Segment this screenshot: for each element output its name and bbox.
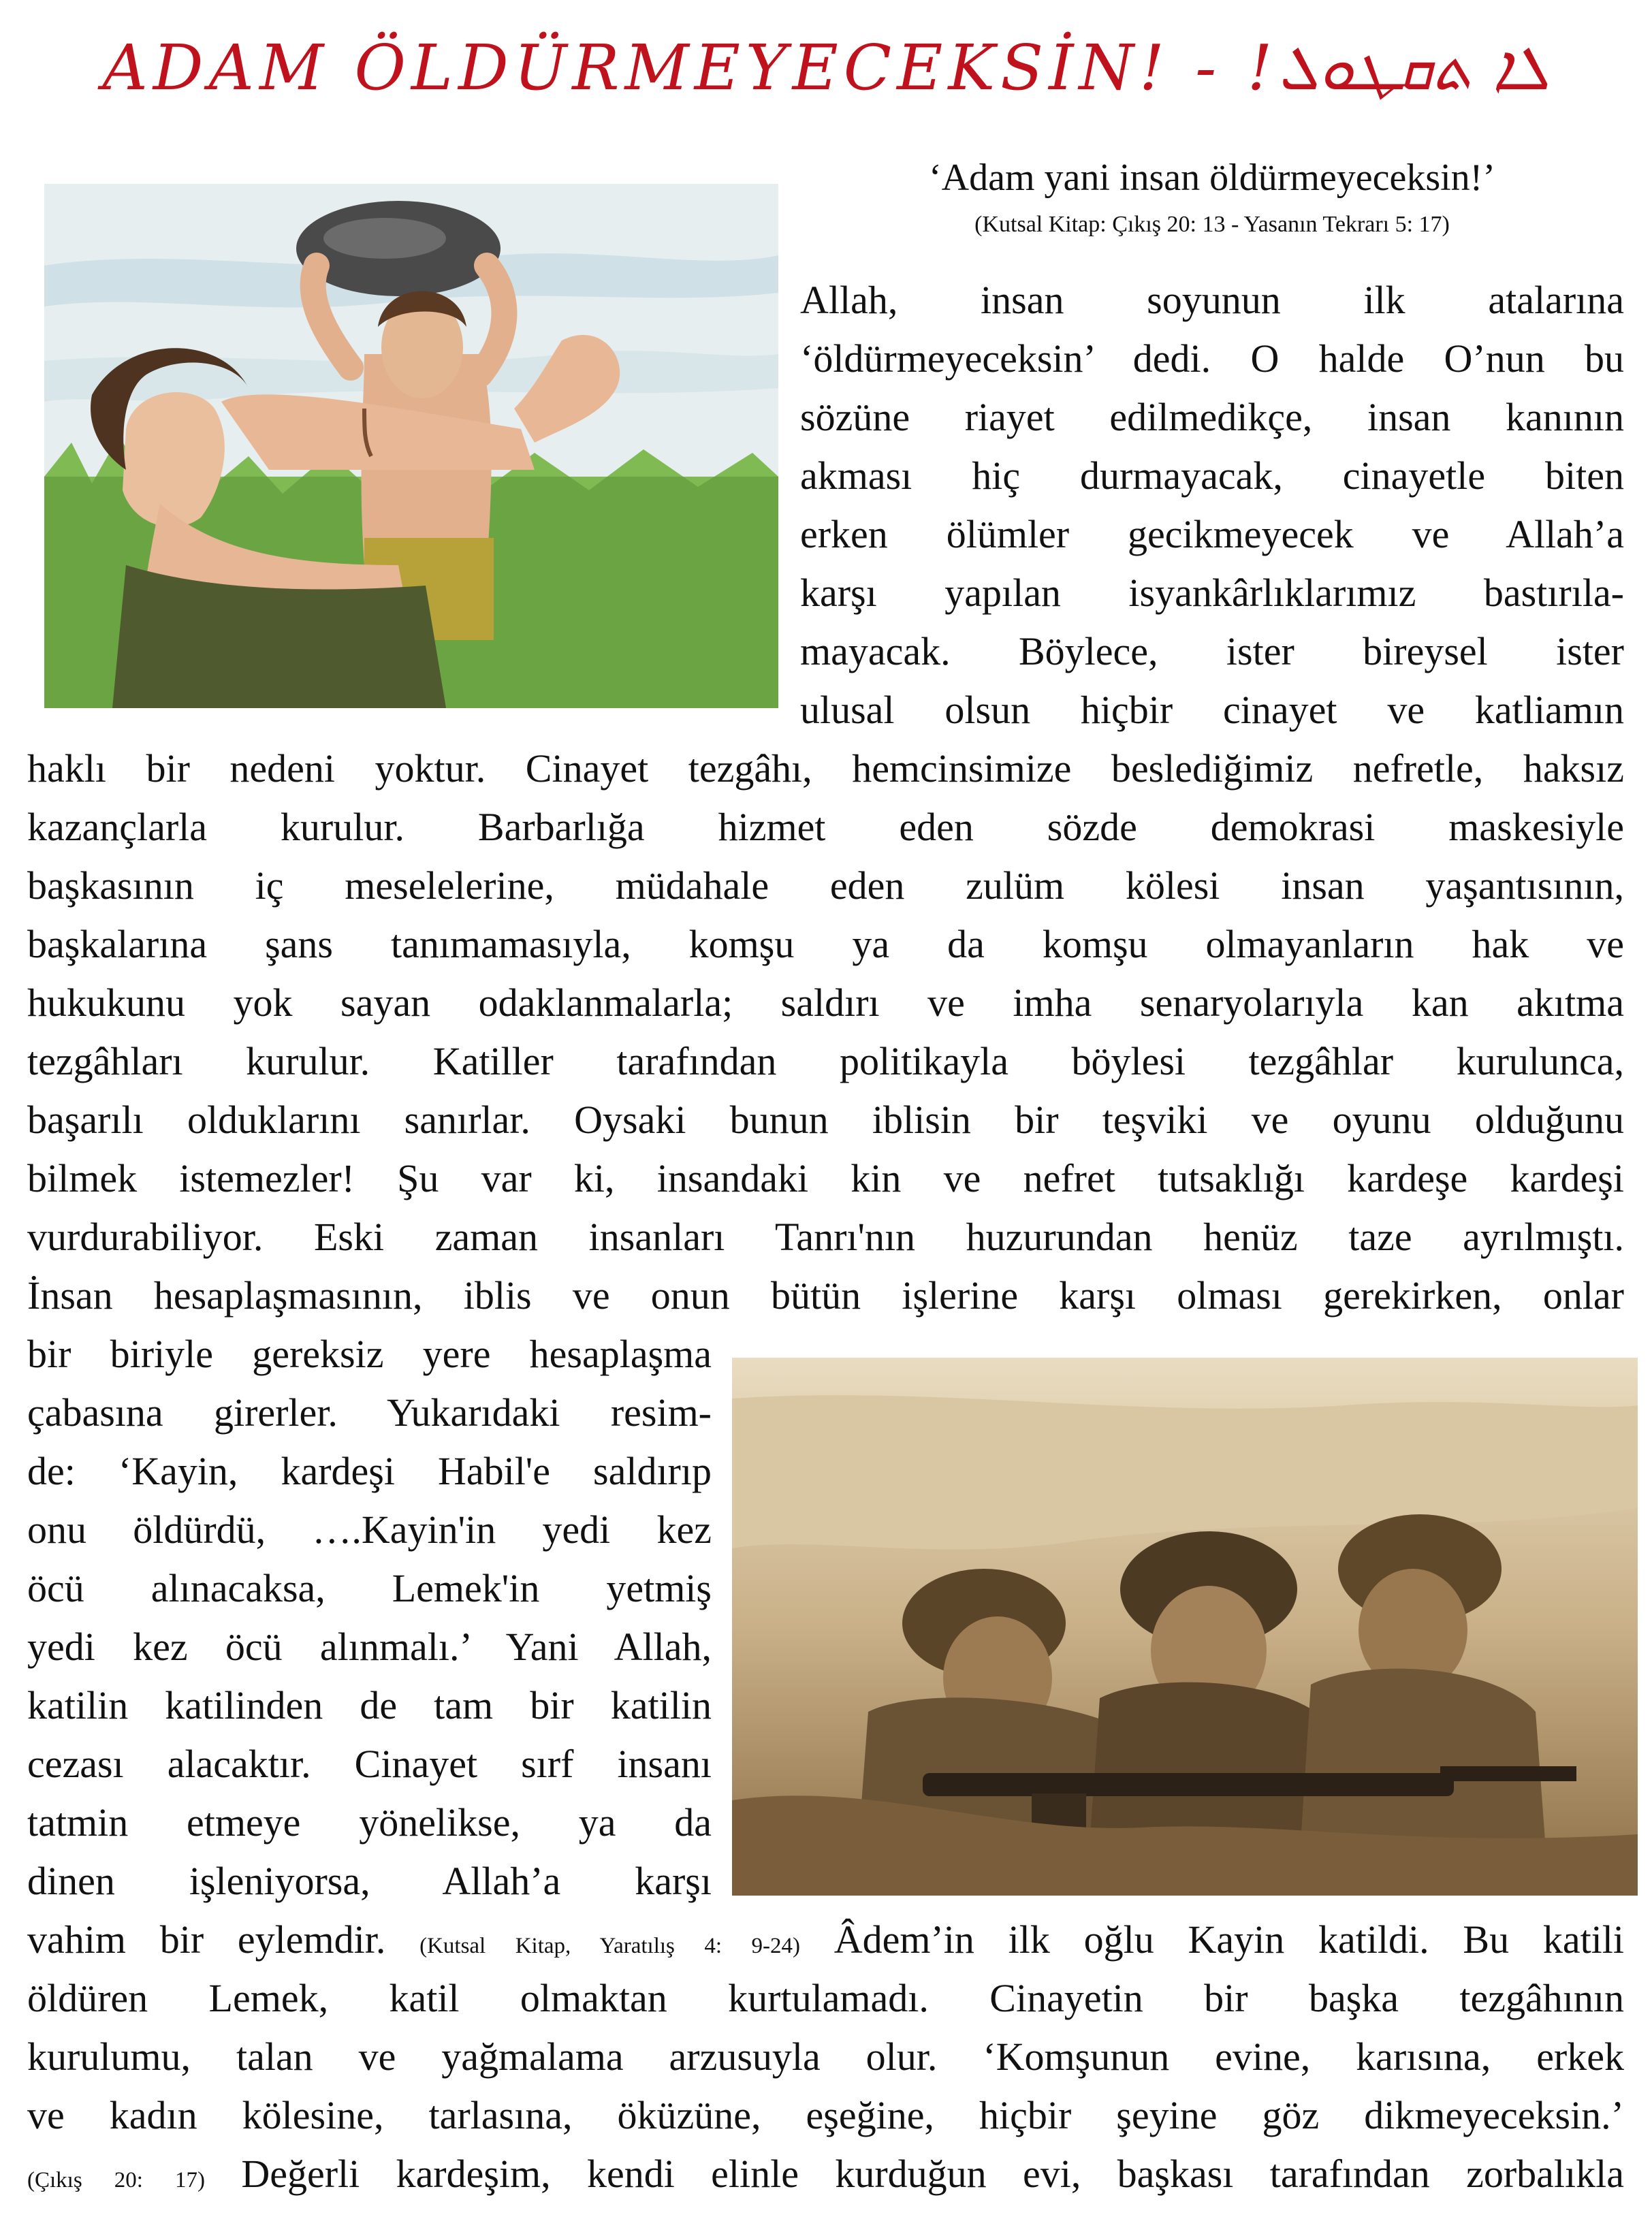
text-line: tezgâhları kurulur. Katiller tarafından politikayla böylesi tezgâhlar kurulunca, — [27, 1039, 1624, 1083]
text-line: vurdurabiliyor. Eski zaman insanları Tanrı'nın huzurundan henüz taze ayrılmıştı. — [27, 1215, 1624, 1259]
top-illustration — [44, 184, 778, 708]
text-line: katilin katilinden de tam bir katilin — [27, 1683, 712, 1727]
text-line: öcü alınacaksa, Lemek'in yetmiş — [27, 1566, 712, 1610]
text-line: ulusal olsun hiçbir cinayet ve katliamın — [800, 688, 1624, 732]
text-line: Allah, insan soyunun ilk atalarına — [800, 278, 1624, 322]
text-line: cezası alacaktır. Cinayet sırf insanı — [27, 1742, 712, 1786]
soldiers-machine-gun-photo-icon — [732, 1358, 1638, 1896]
text-line: çabasına girerler. Yukarıdaki resim- — [27, 1390, 712, 1435]
text-line: karşı yapılan isyankârlıklarımız bastırıla- — [800, 571, 1624, 615]
text-span: vahim bir eylemdir. — [27, 1917, 386, 1962]
text-line: başkalarına şans tanımamasıyla, komşu ya da komşu olmayanların hak ve — [27, 922, 1624, 966]
text-line: onu öldürdü, ….Kayin'in yedi kez — [27, 1507, 712, 1552]
text-line: yedi kez öcü alınmalı.’ Yani Allah, — [27, 1625, 712, 1669]
bottom-photo — [732, 1358, 1638, 1896]
text-line-with-reference — [27, 1911, 1624, 1975]
verse-reference: (Kutsal Kitap: Çıkış 20: 13 - Yasanın Tekrarı 5: 17) — [974, 212, 1450, 237]
text-line: tatmin etmeye yönelikse, ya da — [27, 1800, 712, 1845]
text-line: İnsan hesaplaşmasının, iblis ve onun bütün işlerine karşı olması gerekirken, onlar — [27, 1273, 1624, 1318]
verse-quote: ‘Adam yani insan öldürmeyeceksin!’ — [929, 157, 1495, 199]
text-line: ve kadın kölesine, tarlasına, öküzüne, eşeğine, hiçbir şeyine göz dikmeyeceksin.’ — [27, 2093, 1624, 2137]
text-line: bilmek istemezler! Şu var ki, insandaki kin ve nefret tutsaklığı kardeşe kardeşi — [27, 1156, 1624, 1200]
text-line: haklı bir nedeni yoktur. Cinayet tezgâhı, hemcinsimize beslediğimiz nefretle, haksız — [27, 746, 1624, 791]
text-line: başkasının iç meselelerine, müdahale eden zulüm kölesi insan yaşantısının, — [27, 863, 1624, 908]
text-line: hukukunu yok sayan odaklanmalarla; saldırı ve imha senaryolarıyla kan akıtma — [27, 980, 1624, 1025]
text-line: erken ölümler gecikmeyecek ve Allah’a — [800, 512, 1624, 556]
text-line: bir biriyle gereksiz yere hesaplaşma — [27, 1332, 712, 1376]
text-line-with-reference — [27, 2145, 1624, 2209]
text-line: kurulumu, talan ve yağmalama arzusuyla olur. ‘Komşunun evine, karısına, erkek — [27, 2034, 1624, 2079]
text-line: öldüren Lemek, katil olmaktan kurtulamadı. Cinayetin bir başka tezgâhının — [27, 1976, 1624, 2020]
text-line: sözüne riayet edilmedikçe, insan kanının — [800, 395, 1624, 439]
cain-abel-illustration-icon — [44, 184, 778, 708]
text-line: başarılı olduklarını sanırlar. Oysaki bunun iblisin bir teşviki ve oyunu olduğunu — [27, 1098, 1624, 1142]
page-title: ADAM ÖLDÜRMEYECEKSİN! - !ܠܐ ܬܩܛܘܠ — [102, 31, 1550, 104]
text-line: ‘öldürmeyeceksin’ dedi. O halde O’nun bu — [800, 336, 1624, 381]
text-line: kazançlarla kurulur. Barbarlığa hizmet eden sözde demokrasi maskesiyle — [27, 805, 1624, 849]
text-span: Âdem’in ilk oğlu Kayin katildi. Bu katili — [833, 1917, 1625, 1962]
text-line: mayacak. Böylece, ister bireysel ister — [800, 629, 1624, 673]
inline-reference: (Çıkış 20: 17) — [27, 2168, 205, 2192]
text-line: dinen işleniyorsa, Allah’a karşı — [27, 1859, 712, 1903]
inline-reference: (Kutsal Kitap, Yaratılış 4: 9-24) — [419, 1934, 800, 1958]
text-span: Değerli kardeşim, kendi elinle kurduğun evi, başkası tarafından zorbalıkla — [241, 2152, 1625, 2196]
text-line: akması hiç durmayacak, cinayetle biten — [800, 453, 1624, 498]
text-line: de: ‘Kayin, kardeşi Habil'e saldırıp — [27, 1449, 712, 1493]
